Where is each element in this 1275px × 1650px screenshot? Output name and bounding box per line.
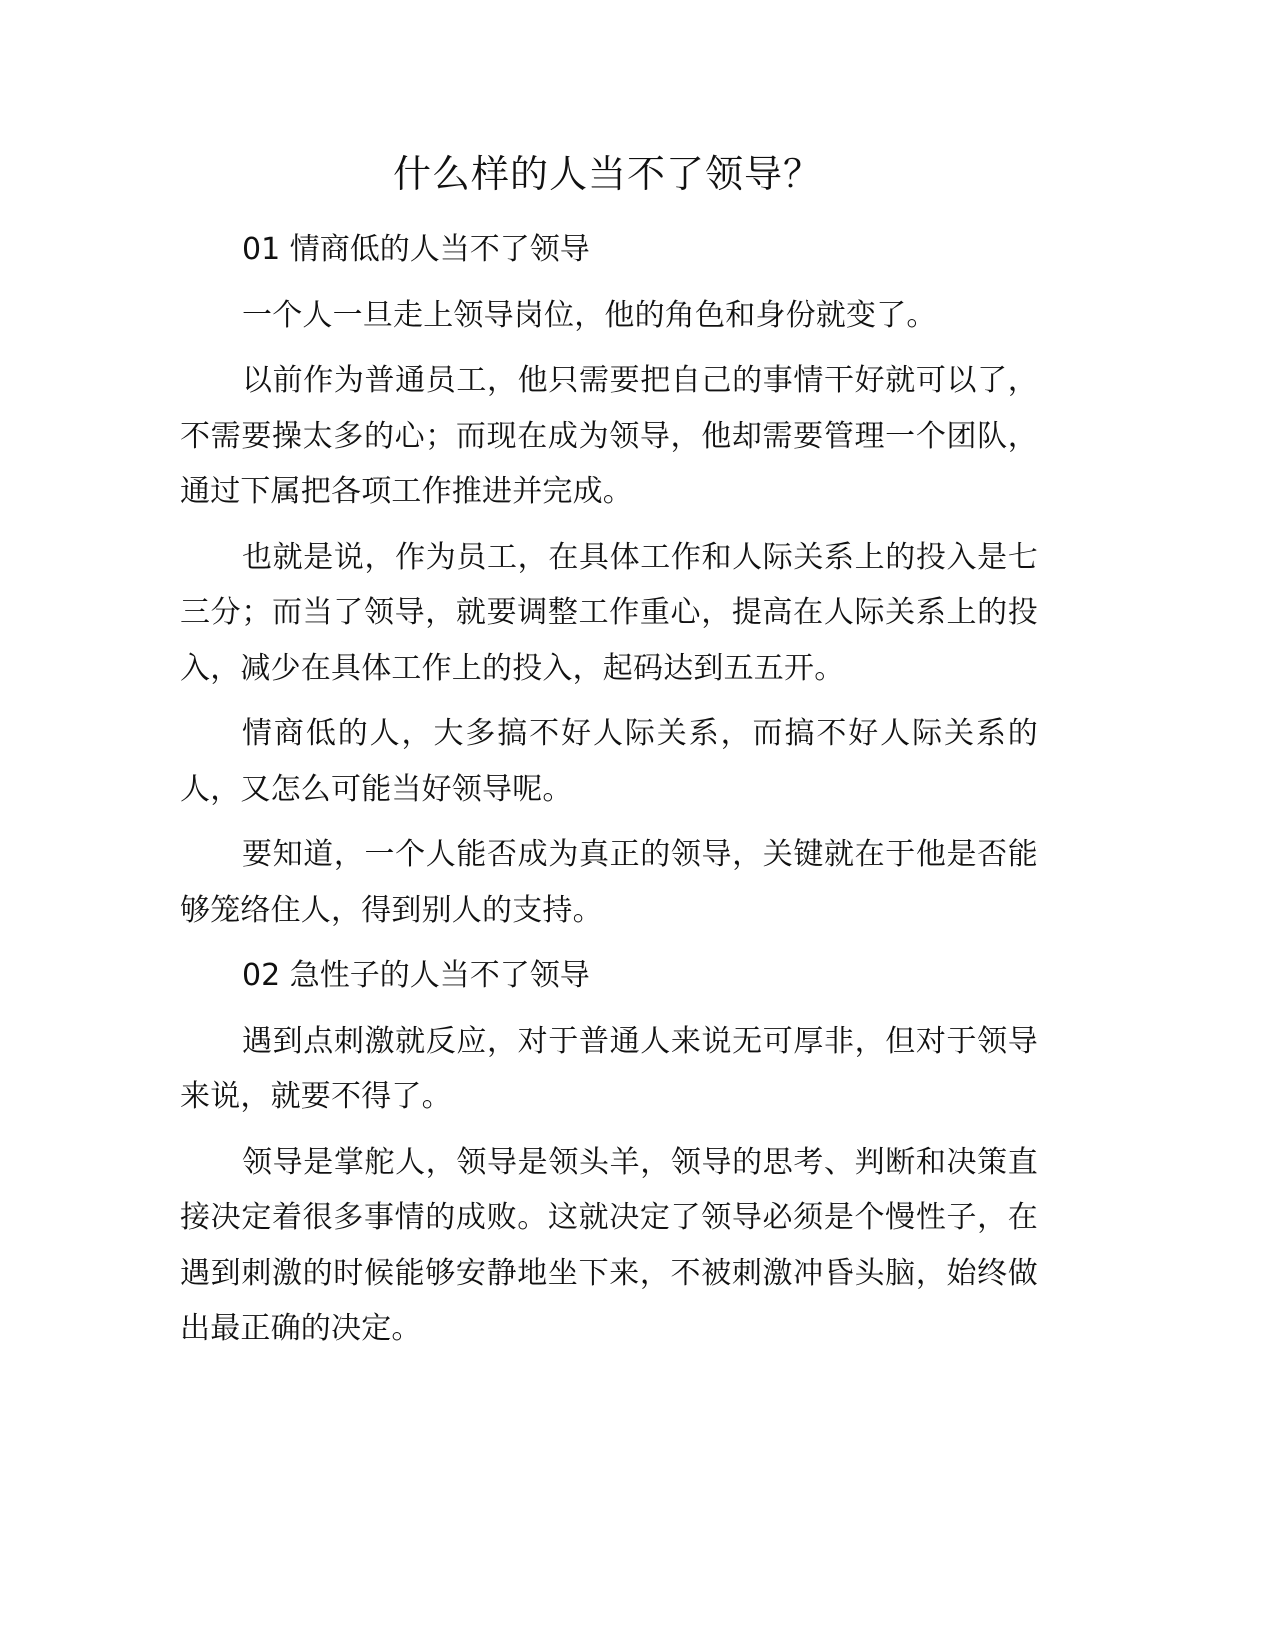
document-body — [180, 222, 1038, 1367]
document-title: 什么样的人当不了领导？ — [392, 152, 822, 196]
paragraph: 要知道，一个人能否成为真正的领导，关键就在于他是否能够笼络住人，得到别人的支持。 — [180, 837, 1038, 928]
paragraph: 情商低的人，大多搞不好人际关系，而搞不好人际关系的人，又怎么可能当好领导呢。 — [180, 716, 1038, 807]
paragraph: 领导是掌舵人，领导是领头羊，领导的思考、判断和决策直接决定着很多事情的成败。这就决定了领导必须是个慢性子，在遇到刺激的时候能够安静地坐下来，不被刺激冲昏头脑，始终做出最正确的决定。 — [180, 1144, 1038, 1346]
section-heading-1: 01 情商低的人当不了领导 — [242, 232, 590, 267]
paragraph: 一个人一旦走上领导岗位，他的角色和身份就变了。 — [242, 297, 937, 333]
paragraph: 以前作为普通员工，他只需要把自己的事情干好就可以了，不需要操太多的心；而现在成为领导，他却需要管理一个团队，通过下属把各项工作推进并完成。 — [180, 363, 1038, 509]
paragraph: 也就是说，作为员工，在具体工作和人际关系上的投入是七三分；而当了领导，就要调整工作重心，提高在人际关系上的投入，减少在具体工作上的投入，起码达到五五开。 — [180, 539, 1038, 686]
section-heading-2: 02 急性子的人当不了领导 — [242, 958, 590, 993]
paragraph: 遇到点刺激就反应，对于普通人来说无可厚非，但对于领导来说，就要不得了。 — [180, 1023, 1038, 1114]
